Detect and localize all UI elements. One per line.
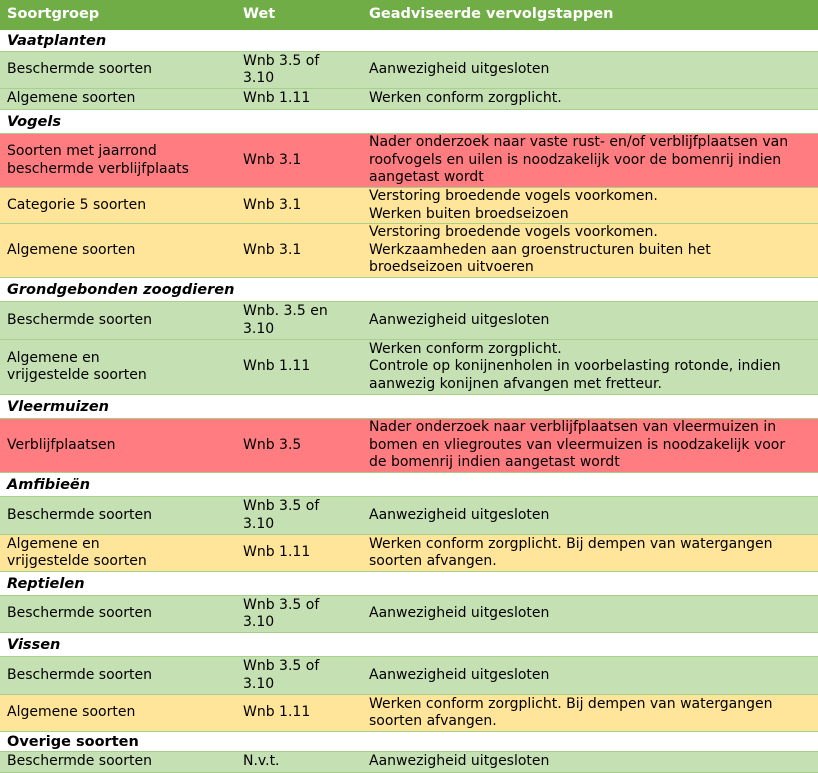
wet-text: Wnb 3.5 of 3.10 <box>243 498 320 532</box>
cell-vervolgstappen <box>362 340 818 394</box>
cell-soortgroep <box>0 695 236 731</box>
soortgroep-text: Algemene soorten <box>7 241 136 258</box>
wet-text: Wnb 3.1 <box>243 241 302 258</box>
cell-soortgroep <box>0 497 236 534</box>
column-header-vervolgstappen <box>362 0 818 30</box>
cell-soortgroep <box>0 89 236 109</box>
column-header-wet-text: Wet <box>243 6 276 23</box>
table-row <box>0 134 818 188</box>
wet-text: Wnb 1.11 <box>243 544 311 561</box>
section-heading: Vogels <box>0 110 818 134</box>
cell-vervolgstappen <box>362 752 818 772</box>
wet-text: Wnb 1.11 <box>243 704 311 721</box>
soortgroep-text: Algemene soorten <box>7 90 136 107</box>
vervolgstappen-text: Aanwezigheid uitgesloten <box>369 753 550 770</box>
table-row <box>0 596 818 633</box>
vervolgstappen-text: Nader onderzoek naar verblijfplaatsen van vleermuizen in bomen en vliegroutes van vleermuizen is noodzakelijk voor de bomenrij indien aangetast wordt <box>369 419 786 471</box>
wet-text: N.v.t. <box>243 753 280 770</box>
vervolgstappen-text: Werken conform zorgplicht. Bij dempen van watergangen soorten afvangen. <box>369 695 773 729</box>
wet-text: Wnb. 3.5 en 3.10 <box>243 303 328 337</box>
soortgroep-text: Verblijfplaatsen <box>7 436 116 453</box>
cell-soortgroep <box>0 419 236 472</box>
soortgroep-text: Categorie 5 soorten <box>7 196 147 213</box>
vervolgstappen-text: Verstoring broedende vogels voorkomen. Werkzaamheden aan groenstructuren buiten het broedseizoen uitvoeren <box>369 224 711 276</box>
soortgroep-text: Algemene soorten <box>7 704 136 721</box>
cell-vervolgstappen <box>362 134 818 187</box>
cell-wet <box>236 52 362 88</box>
column-header-wet <box>236 0 362 30</box>
column-header-vervolgstappen-text: Geadviseerde vervolgstappen <box>369 6 614 23</box>
cell-soortgroep <box>0 752 236 772</box>
soortgroep-text: Beschermde soorten <box>7 666 152 683</box>
vervolgstappen-text: Werken conform zorgplicht. Controle op konijnenholen in voorbelasting rotonde, indien aanwezig konijnen afvangen met fretteur. <box>369 340 781 392</box>
table-row <box>0 535 818 572</box>
section-heading: Vaatplanten <box>0 30 818 52</box>
wet-text: Wnb 3.5 <box>243 436 302 453</box>
cell-soortgroep <box>0 134 236 187</box>
column-header-soortgroep <box>0 0 236 30</box>
cell-wet <box>236 419 362 472</box>
table-row <box>0 52 818 89</box>
cell-wet <box>236 596 362 632</box>
cell-vervolgstappen <box>362 224 818 277</box>
cell-vervolgstappen <box>362 89 818 109</box>
cell-soortgroep <box>0 657 236 694</box>
wet-text: Wnb 1.11 <box>243 90 311 107</box>
cell-wet <box>236 134 362 187</box>
soortgroep-text: Soorten met jaarrond beschermde verblijfplaats <box>7 143 189 177</box>
soortgroep-text: Beschermde soorten <box>7 61 152 78</box>
table-row <box>0 188 818 224</box>
table-row <box>0 340 818 395</box>
wet-text: Wnb 3.1 <box>243 151 302 168</box>
cell-soortgroep <box>0 535 236 571</box>
soortgroep-text: Beschermde soorten <box>7 605 152 622</box>
wet-text: Wnb 3.5 of 3.10 <box>243 52 320 86</box>
vervolgstappen-text: Nader onderzoek naar vaste rust- en/of verblijfplaatsen van roofvogels en uilen is noodzakelijk voor de bomenrij indien aangetast wordt <box>369 134 789 186</box>
vervolgstappen-text: Werken conform zorgplicht. <box>369 90 562 107</box>
vervolgstappen-text: Aanwezigheid uitgesloten <box>369 61 550 78</box>
table-row <box>0 752 818 773</box>
table-header <box>0 0 818 30</box>
cell-wet <box>236 657 362 694</box>
section-heading: Vleermuizen <box>0 395 818 419</box>
wet-text: Wnb 3.1 <box>243 196 302 213</box>
wet-text: Wnb 3.5 of 3.10 <box>243 658 320 692</box>
section-heading: Amfibieën <box>0 473 818 497</box>
cell-vervolgstappen <box>362 596 818 632</box>
cell-soortgroep <box>0 188 236 223</box>
cell-vervolgstappen <box>362 497 818 534</box>
vervolgstappen-text: Werken conform zorgplicht. Bij dempen van watergangen soorten afvangen. <box>369 535 773 569</box>
cell-vervolgstappen <box>362 419 818 472</box>
wet-text: Wnb 1.11 <box>243 358 311 375</box>
wet-text: Wnb 3.5 of 3.10 <box>243 596 320 630</box>
soortgroep-text: Beschermde soorten <box>7 506 152 523</box>
vervolgstappen-text: Verstoring broedende vogels voorkomen. Werken buiten broedseizoen <box>369 188 658 222</box>
cell-wet <box>236 752 362 772</box>
cell-wet <box>236 497 362 534</box>
table-row <box>0 224 818 278</box>
cell-soortgroep <box>0 52 236 88</box>
section-heading: Overige soorten <box>0 732 818 752</box>
cell-wet <box>236 302 362 339</box>
table-row <box>0 419 818 473</box>
vervolgstappen-text: Aanwezigheid uitgesloten <box>369 311 550 328</box>
soortgroep-text: Beschermde soorten <box>7 311 152 328</box>
cell-vervolgstappen <box>362 535 818 571</box>
column-header-soortgroep-text: Soortgroep <box>7 6 100 23</box>
cell-vervolgstappen <box>362 302 818 339</box>
vervolgstappen-text: Aanwezigheid uitgesloten <box>369 605 550 622</box>
section-heading: Grondgebonden zoogdieren <box>0 278 818 302</box>
soortgroep-text: Algemene en vrijgestelde soorten <box>7 535 147 569</box>
cell-soortgroep <box>0 224 236 277</box>
cell-soortgroep <box>0 302 236 339</box>
soortgroep-text: Algemene en vrijgestelde soorten <box>7 349 147 383</box>
cell-wet <box>236 224 362 277</box>
cell-vervolgstappen <box>362 52 818 88</box>
section-heading: Reptielen <box>0 572 818 596</box>
cell-wet <box>236 535 362 571</box>
table-row <box>0 497 818 535</box>
section-heading: Vissen <box>0 633 818 657</box>
table-row <box>0 695 818 732</box>
cell-wet <box>236 695 362 731</box>
vervolgstappen-text: Aanwezigheid uitgesloten <box>369 506 550 523</box>
cell-vervolgstappen <box>362 188 818 223</box>
table-row <box>0 302 818 340</box>
vervolgstappen-text: Aanwezigheid uitgesloten <box>369 666 550 683</box>
cell-soortgroep <box>0 596 236 632</box>
cell-vervolgstappen <box>362 657 818 694</box>
soortgroep-text: Beschermde soorten <box>7 753 152 770</box>
table-row <box>0 89 818 110</box>
cell-soortgroep <box>0 340 236 394</box>
cell-wet <box>236 89 362 109</box>
cell-vervolgstappen <box>362 695 818 731</box>
cell-wet <box>236 340 362 394</box>
cell-wet <box>236 188 362 223</box>
table-row <box>0 657 818 695</box>
